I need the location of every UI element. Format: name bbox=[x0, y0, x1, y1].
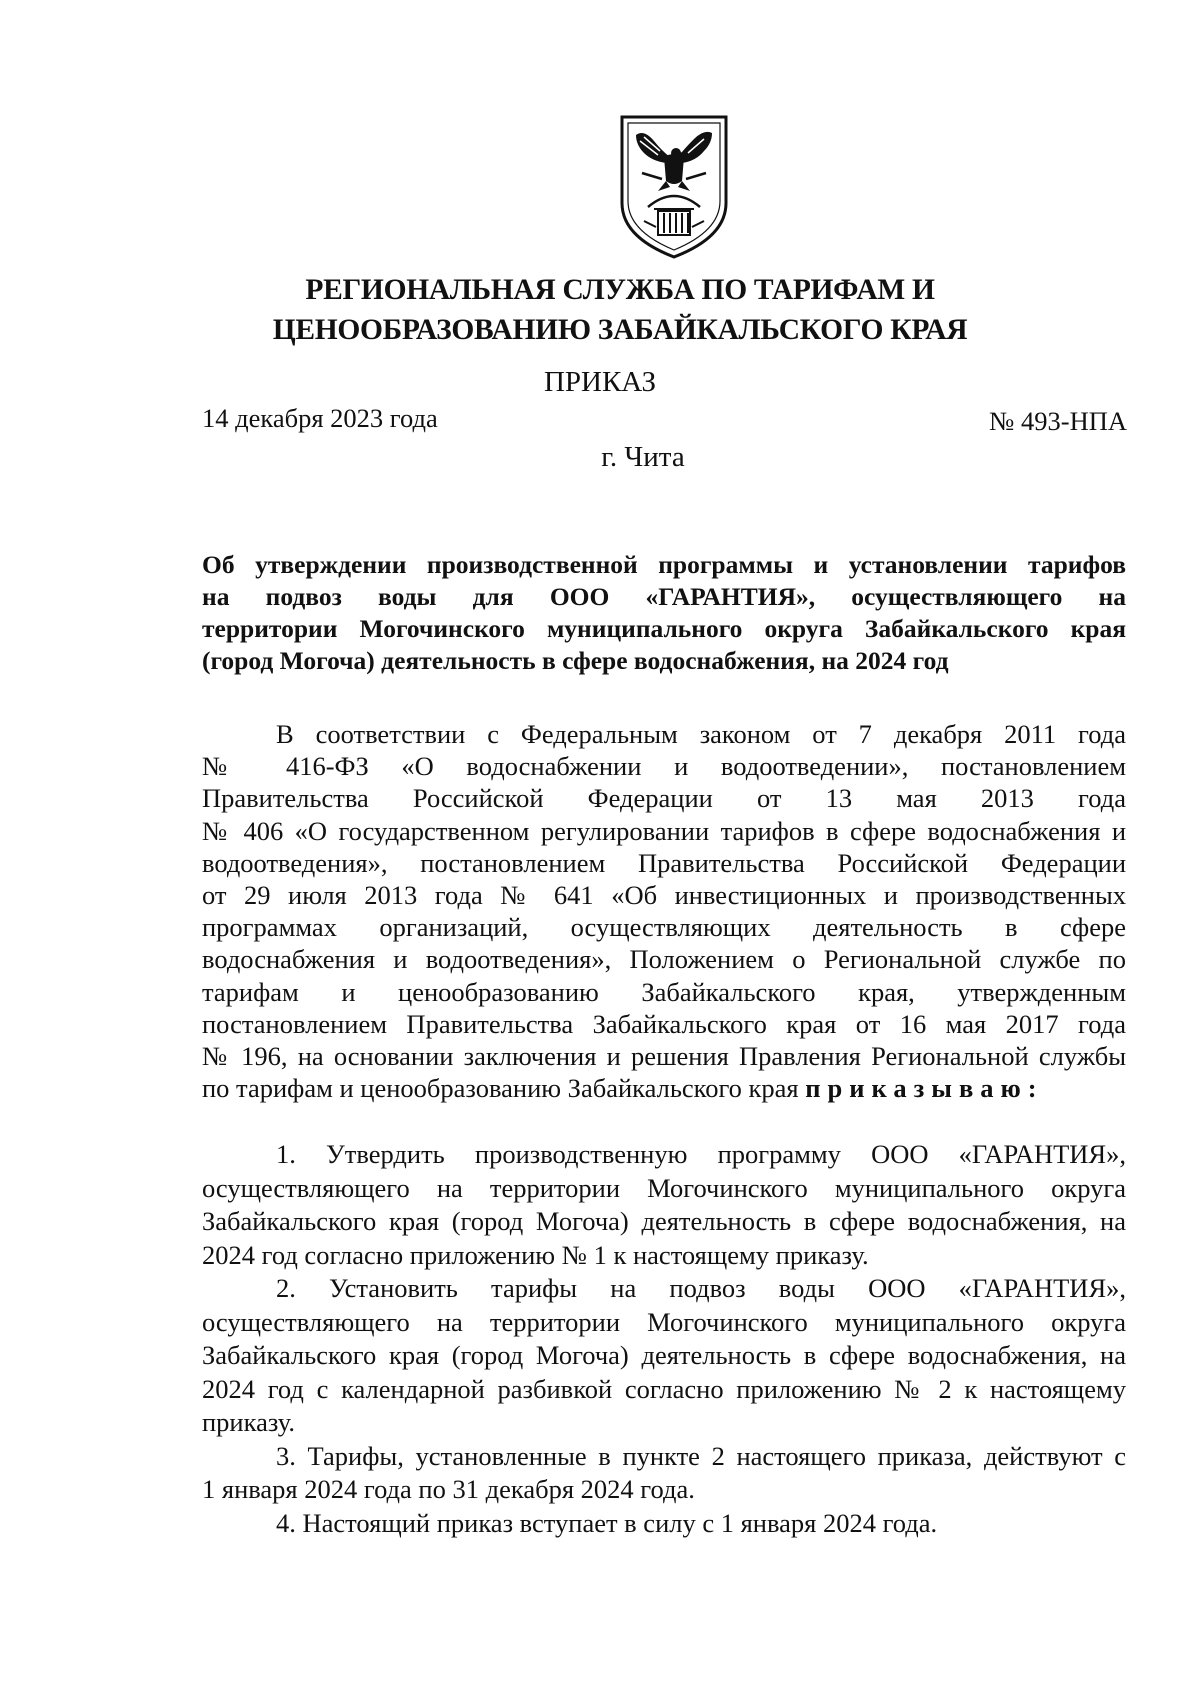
organization-title-line-2: ЦЕНООБРАЗОВАНИЮ ЗАБАЙКАЛЬСКОГО КРАЯ bbox=[272, 314, 968, 346]
order-items bbox=[202, 1138, 1126, 1540]
subject-line: (город Могоча) деятельность в сфере водоснабжения, на 2024 год bbox=[202, 646, 949, 675]
order-subject bbox=[202, 549, 1126, 677]
order-preamble bbox=[202, 718, 1126, 1104]
item-line: Забайкальского края (город Могоча) деятельность в сфере водоснабжения, на bbox=[202, 1340, 1126, 1370]
order-command: приказываю: bbox=[805, 1073, 1044, 1104]
item-line: 3. Тарифы, установленные в пункте 2 настоящего приказа, действуют с bbox=[276, 1440, 1126, 1471]
preamble-line: Правительства Российской Федерации от 13 мая 2013 года bbox=[202, 783, 1126, 814]
preamble-line: водоснабжения и водоотведения», Положением о Региональной службе по bbox=[202, 944, 1126, 975]
order-number: № 493-НПА bbox=[989, 406, 1127, 436]
item-line: приказу. bbox=[202, 1407, 295, 1437]
order-item-2 bbox=[202, 1272, 1126, 1440]
item-line: 1 января 2024 года по 31 декабря 2024 года. bbox=[202, 1474, 695, 1504]
preamble-line: по тарифам и ценообразованию Забайкальского края bbox=[202, 1073, 806, 1104]
organization-title bbox=[190, 270, 1050, 350]
preamble-line: программах организаций, осуществляющих деятельность в сфере bbox=[202, 912, 1126, 943]
item-line: осуществляющего на территории Могочинского муниципального округа bbox=[202, 1172, 1126, 1203]
preamble-line: В соответствии с Федеральным законом от 7 декабря 2011 года bbox=[276, 719, 1126, 749]
item-line: 2. Установить тарифы на подвоз воды ООО «ГАРАНТИЯ», bbox=[276, 1273, 1126, 1303]
preamble-last-line bbox=[202, 1072, 1126, 1104]
subject-line: территории Могочинского муниципального округа Забайкальского края bbox=[202, 614, 1126, 643]
item-line: 4. Настоящий приказ вступает в силу с 1 января 2024 года. bbox=[276, 1507, 938, 1538]
preamble-line: № 416-ФЗ «О водоснабжении и водоотведении», постановлением bbox=[202, 751, 1126, 782]
order-item-1 bbox=[202, 1138, 1126, 1272]
item-line: 2024 год с календарной разбивкой согласно приложению № 2 к настоящему bbox=[202, 1373, 1126, 1404]
subject-line: Об утверждении производственной программы и установлении тарифов bbox=[202, 550, 1126, 579]
subject-line: на подвоз воды для ООО «ГАРАНТИЯ», осуществляющего на bbox=[202, 582, 1126, 611]
item-line: 2024 год согласно приложению № 1 к настоящему приказу. bbox=[202, 1239, 869, 1270]
organization-title-line-1: РЕГИОНАЛЬНАЯ СЛУЖБА ПО ТАРИФАМ И bbox=[305, 274, 935, 306]
coat-of-arms-emblem bbox=[614, 111, 734, 261]
preamble-line: постановлением Правительства Забайкальского края от 16 мая 2017 года bbox=[202, 1008, 1126, 1039]
preamble-line: водоотведения», постановлением Правительства Российской Федерации bbox=[202, 847, 1126, 878]
item-line: осуществляющего на территории Могочинского муниципального округа bbox=[202, 1306, 1126, 1337]
order-item-3 bbox=[202, 1440, 1126, 1507]
preamble-line: № 406 «О государственном регулировании тарифов в сфере водоснабжения и bbox=[202, 815, 1126, 846]
preamble-line: тарифам и ценообразованию Забайкальского края, утвержденным bbox=[202, 976, 1126, 1007]
preamble-line: № 196, на основании заключения и решения Правления Региональной службы bbox=[202, 1041, 1126, 1072]
order-date: 14 декабря 2023 года bbox=[202, 403, 438, 433]
order-city: г. Чита bbox=[601, 441, 685, 473]
document-type: ПРИКАЗ bbox=[543, 366, 657, 398]
preamble-line: от 29 июля 2013 года № 641 «Об инвестиционных и производственных bbox=[202, 880, 1126, 911]
item-line: 1. Утвердить производственную программу ООО «ГАРАНТИЯ», bbox=[276, 1139, 1126, 1169]
item-line: Забайкальского края (город Могоча) деятельность в сфере водоснабжения, на bbox=[202, 1206, 1126, 1236]
order-item-4 bbox=[202, 1507, 1126, 1541]
